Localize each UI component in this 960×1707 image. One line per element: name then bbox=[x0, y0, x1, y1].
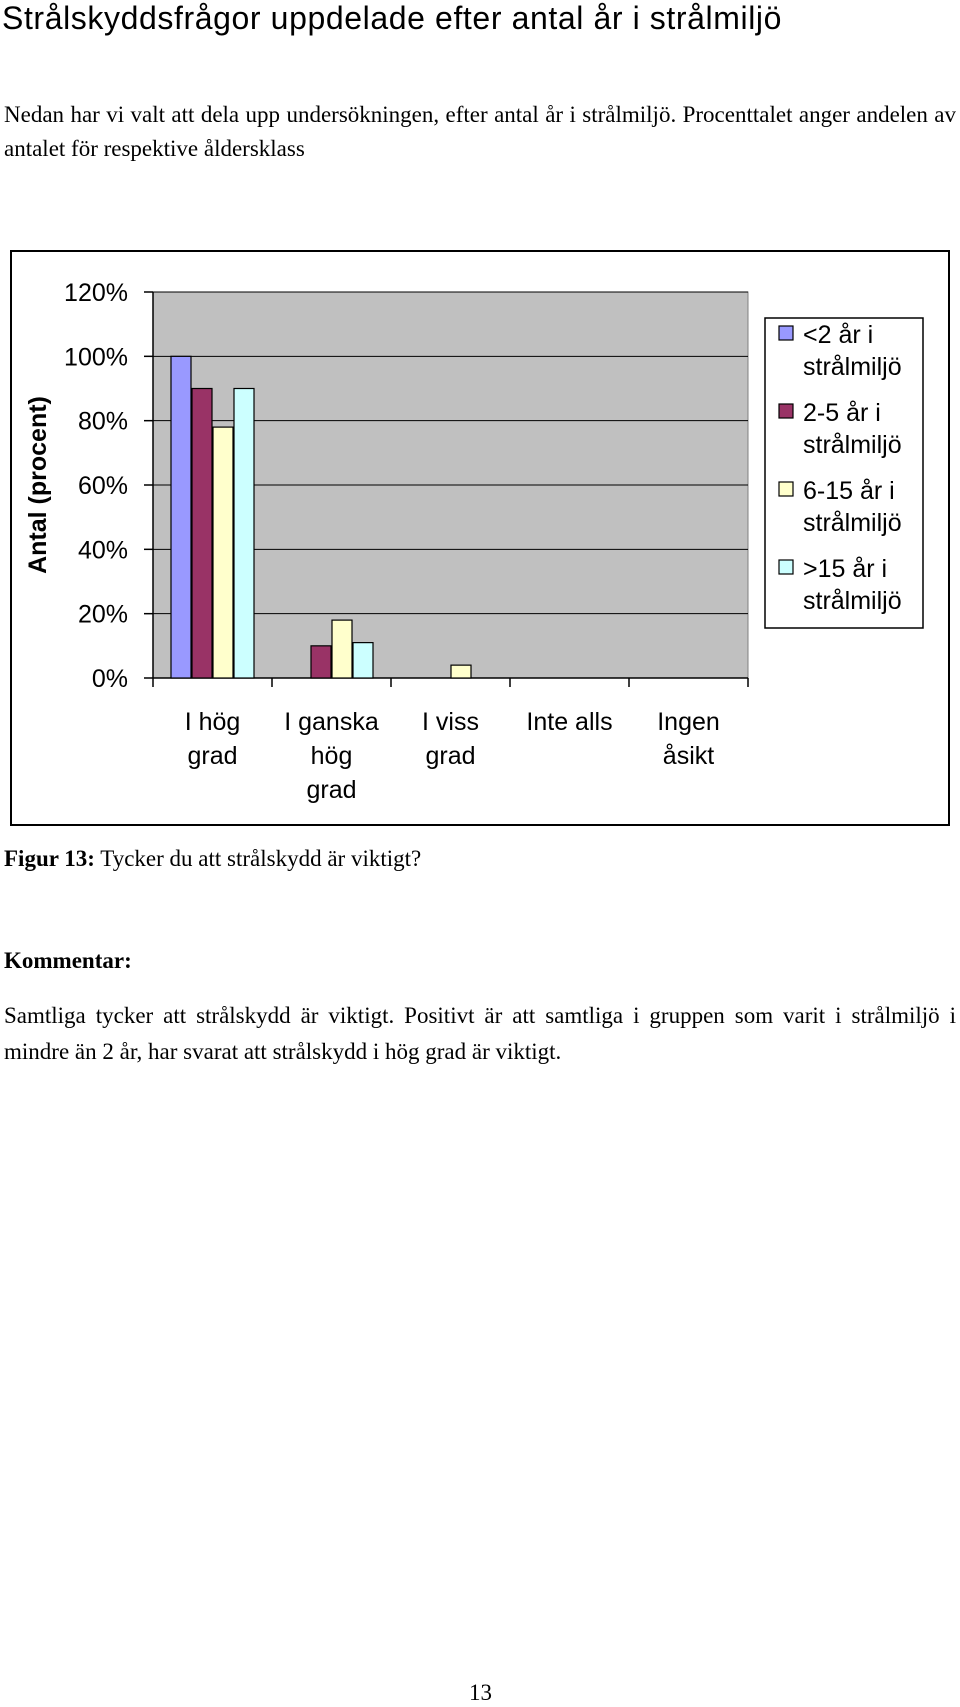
legend-label: <2 år i bbox=[803, 321, 874, 349]
legend-label: 2-5 år i bbox=[803, 399, 881, 427]
bar bbox=[332, 620, 352, 678]
comment-heading: Kommentar: bbox=[4, 948, 132, 973]
bar bbox=[171, 356, 191, 678]
y-tick-label: 20% bbox=[77, 600, 128, 629]
bar bbox=[192, 389, 212, 679]
x-category-label: I hög bbox=[184, 708, 241, 736]
intro-paragraph: Nedan har vi valt att dela upp undersökningen, efter antal år i strålmiljö. Procenttalet anger andelen av antalet för respektive åldersklass bbox=[4, 102, 956, 161]
bar bbox=[234, 389, 254, 679]
x-category-label: grad bbox=[425, 742, 476, 770]
x-category-label: Inte alls bbox=[526, 708, 613, 736]
comment-paragraph: Samtliga tycker att strålskydd är viktigt. Positivt är att samtliga i gruppen som varit i strålmiljö i mindre än 2 år, har svarat att strålskydd i hög grad är viktigt. bbox=[4, 1003, 956, 1064]
legend-label: 6-15 år i bbox=[803, 477, 895, 505]
y-tick-label: 120% bbox=[64, 279, 128, 307]
y-axis-title: Antal (procent) bbox=[24, 396, 52, 574]
legend-label: strålmiljö bbox=[803, 587, 902, 615]
bar bbox=[213, 427, 233, 678]
y-tick-label: 0% bbox=[91, 665, 128, 693]
x-category-label: Ingen bbox=[657, 708, 720, 736]
figure-caption-label: Figur 13: bbox=[4, 846, 95, 871]
legend-swatch bbox=[779, 404, 793, 418]
x-category-label: åsikt bbox=[662, 742, 715, 770]
page-heading: Strålskyddsfrågor uppdelade efter antal år i strålmiljö bbox=[2, 0, 783, 36]
bar-chart bbox=[0, 240, 960, 840]
figure-caption-text: Tycker du att strålskydd är viktigt? bbox=[100, 846, 422, 871]
x-category-label: grad bbox=[306, 776, 357, 804]
bar bbox=[353, 643, 373, 678]
figure-caption bbox=[4, 846, 421, 872]
y-tick-label: 60% bbox=[77, 472, 128, 500]
x-category-label: I viss bbox=[422, 708, 479, 736]
legend-label: strålmiljö bbox=[803, 353, 902, 381]
y-tick-label: 80% bbox=[77, 407, 128, 436]
legend-label: strålmiljö bbox=[803, 431, 902, 459]
bar bbox=[311, 646, 331, 678]
page-number: 13 bbox=[469, 1680, 492, 1705]
legend-label: >15 år i bbox=[803, 555, 888, 583]
bar bbox=[451, 665, 471, 678]
x-category-label: hög bbox=[310, 742, 353, 770]
legend-label: strålmiljö bbox=[803, 509, 902, 537]
legend-swatch bbox=[779, 326, 793, 340]
y-tick-label: 40% bbox=[77, 536, 128, 565]
x-category-label: I ganska bbox=[284, 708, 379, 736]
legend-swatch bbox=[779, 560, 793, 574]
y-tick-label: 100% bbox=[64, 343, 128, 372]
legend-swatch bbox=[779, 482, 793, 496]
x-category-label: grad bbox=[187, 742, 238, 770]
